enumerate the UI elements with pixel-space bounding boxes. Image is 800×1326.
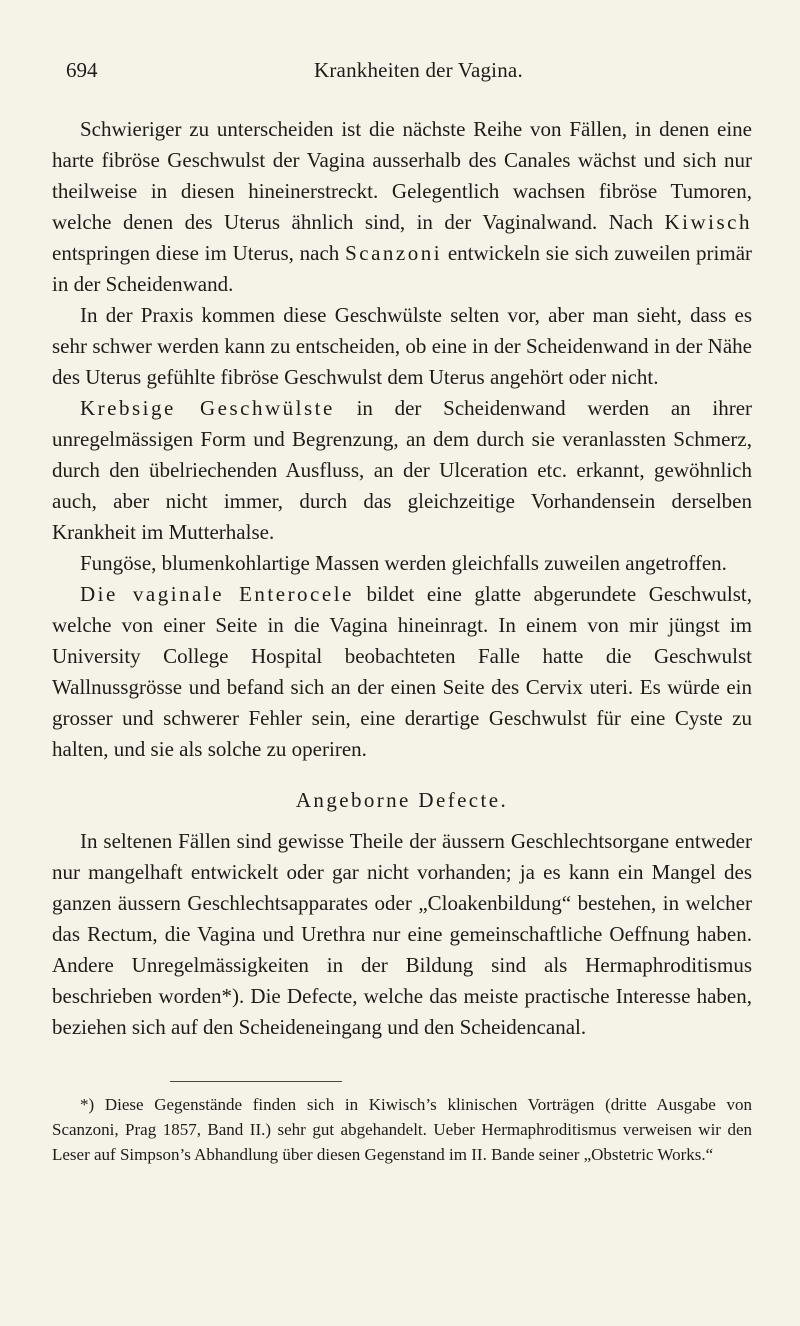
footnote: [52, 1092, 752, 1167]
section-heading: Angeborne Defecte.: [295, 788, 509, 812]
page-number: 694: [66, 58, 98, 82]
paragraph-practice: In der Praxis kommen diese Geschwülste selten vor, aber man sieht, dass es sehr schwer werden kann zu entscheiden, ob eine in der Scheidenwand in der Nähe des Uterus gefühlte fibröse Geschwulst dem Uterus angehört oder nicht.: [52, 303, 752, 389]
paragraph-cancer: Krebsige Geschwülste in der Scheidenwand werden an ihrer unregelmässigen Form und Begrenzung, an dem durch sie veranlassten Schmerz, durch den übelriechenden Ausfluss, an der Ulceration etc. erkannt, gewöhnlich auch, aber nicht immer, durch das gleichzeitige Vorhandensein derselben Krankheit im Mutterhalse.: [52, 396, 753, 544]
footnote-reference: *): [221, 984, 239, 1008]
paragraph-defects: In seltenen Fällen sind gewisse Theile der äussern Geschlechtsorgane entweder nur mangelhaft entwickelt oder gar nicht vorhanden; ja es kann ein Mangel des ganzen äussern Geschlechtsapparates oder „Cloakenbildung“ bestehen, in welcher das Rectum, die Vagina und Urethra nur eine gemeinschaftliche Oeffnung haben. Andere Unregelmässigkeiten in der Bildung sind als Hermaphroditismus beschrieben worden*). Die Defecte, welche das meiste practische Interesse haben, beziehen sich auf den Scheideneingang und den Scheidencanal.: [52, 829, 753, 1039]
author-name: Scanzoni: [345, 241, 443, 265]
book-page: [52, 58, 752, 1167]
emphasized-term: Die vaginale Enterocele: [80, 582, 354, 606]
body-text: [52, 114, 752, 1043]
emphasized-term: Krebsige Geschwülste: [80, 396, 335, 420]
author-name: Kiwisch: [664, 210, 752, 234]
page-header: [52, 58, 752, 92]
paragraph-enterocele: Die vaginale Enterocele bildet eine glatte abgerundete Geschwulst, welche von einer Seite in die Vagina hineinragt. In einem von mir jüngst im University College Hospital beobachteten Falle hatte die Geschwulst Wallnussgrösse und befand sich an der einen Seite des Cervix uteri. Es würde ein grosser und schwerer Fehler sein, eine derartige Geschwulst für eine Cyste zu halten, und sie als solche zu operiren.: [52, 582, 752, 761]
footnote-text: Diese Gegenstände finden sich in Kiwisch’s klinischen Vorträgen (dritte Ausgabe von Scanzoni, Prag 1857, Band II.) sehr gut abgehandelt. Ueber Hermaphroditismus verweisen wir den Leser auf Simpson’s Abhandlung über diesen Gegenstand im II. Bande seiner „Obstetric Works.“: [52, 1095, 753, 1164]
footnote-marker: *): [80, 1095, 95, 1114]
footnote-divider: [170, 1081, 342, 1082]
paragraph-fibrous-tumors: Schwieriger zu unterscheiden ist die nächste Reihe von Fällen, in denen eine harte fibröse Geschwulst der Vagina ausserhalb des Canales wächst und sich nur theilweise in diesen hineinerstreckt. Gelegentlich wachsen fibröse Tumoren, welche denen des Uterus ähnlich sind, in der Vaginalwand. Nach Kiwisch entspringen diese im Uterus, nach Scanzoni entwickeln sie sich zuweilen primär in der Scheidenwand.: [52, 117, 753, 296]
running-head: Krankheiten der Vagina.: [314, 58, 523, 82]
paragraph-fungoid: Fungöse, blumenkohlartige Massen werden gleichfalls zuweilen angetroffen.: [80, 551, 727, 575]
